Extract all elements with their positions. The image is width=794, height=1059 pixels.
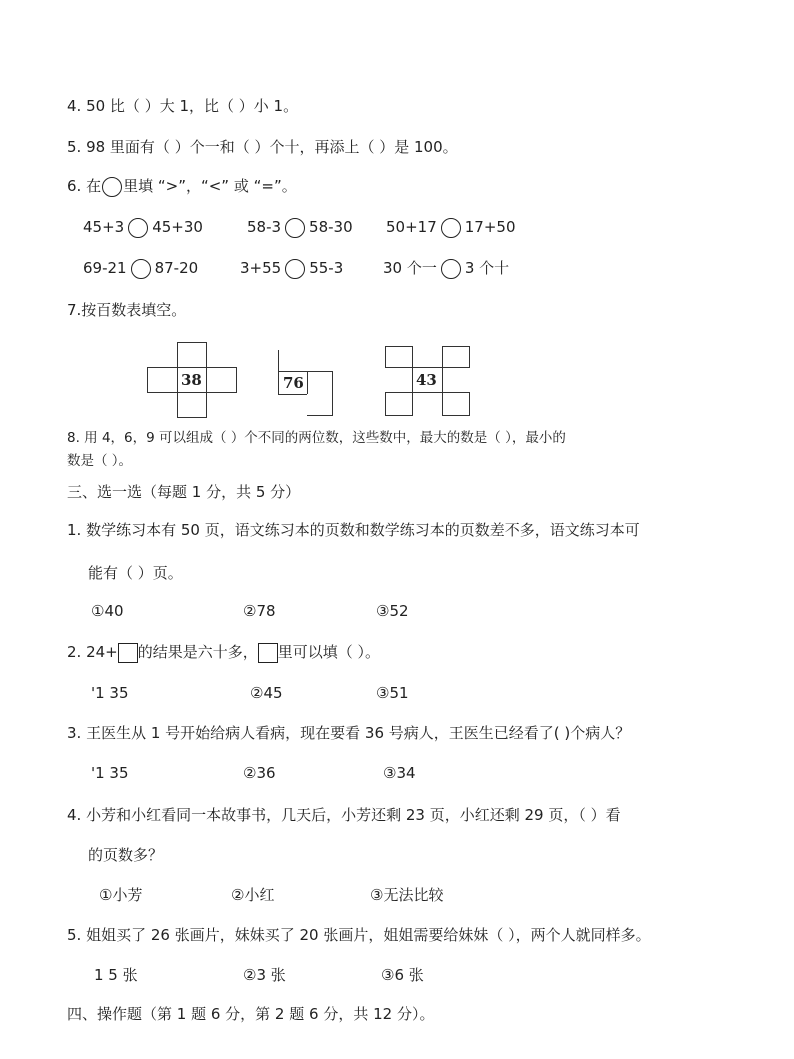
choice-q1-line2: 能有（ ）页。 xyxy=(88,564,183,582)
choice-option[interactable]: '1 35 xyxy=(91,764,129,782)
choice-q2 xyxy=(67,642,380,663)
compare-left: 69-21 xyxy=(83,259,127,277)
compare-right: 17+50 xyxy=(464,218,516,236)
grid-number: 43 xyxy=(416,371,437,389)
choice-q1-line1: 1. 数学练习本有 50 页，语文练习本的页数和数学练习本的页数差不多，语文练习本可 xyxy=(67,521,640,539)
choice-option[interactable]: ③无法比较 xyxy=(370,886,444,904)
choice-option[interactable]: ③51 xyxy=(376,684,409,702)
choice-q2-suffix: 里可以填（ ）。 xyxy=(277,643,381,661)
compare-item xyxy=(240,256,343,280)
blank-box[interactable] xyxy=(258,643,278,663)
compare-circle-input[interactable] xyxy=(285,259,305,279)
compare-left: 3+55 xyxy=(240,259,282,277)
compare-left: 30 个一 xyxy=(383,259,437,277)
grid-cell[interactable] xyxy=(206,367,237,393)
grid-cell[interactable] xyxy=(442,392,470,416)
grid-number: 76 xyxy=(283,374,304,392)
question-4: 4. 50 比（ ）大 1，比（ ）小 1。 xyxy=(67,97,299,115)
choice-q3: 3. 王医生从 1 号开始给病人看病，现在要看 36 号病人，王医生已经看了( )个病人？ xyxy=(67,724,631,742)
choice-option[interactable]: ②36 xyxy=(243,764,276,782)
compare-circle-input[interactable] xyxy=(131,259,151,279)
compare-item xyxy=(386,215,516,239)
question-8-line1: 8. 用 4，6，9 可以组成（ ）个不同的两位数，这些数中，最大的数是（ ），最小的 xyxy=(67,430,566,446)
compare-item xyxy=(383,256,509,280)
grid-cell[interactable] xyxy=(385,392,413,416)
grid-cell[interactable] xyxy=(385,346,413,368)
choice-q4-line1: 4. 小芳和小红看同一本故事书，几天后，小芳还剩 23 页，小红还剩 29 页，（ ）看 xyxy=(67,806,621,824)
compare-circle-input[interactable] xyxy=(441,218,461,238)
grid-cell[interactable] xyxy=(177,342,207,368)
grid-cell[interactable] xyxy=(147,367,178,393)
compare-item xyxy=(83,256,198,280)
section-3-title: 三、选一选（每题 1 分，共 5 分） xyxy=(67,483,301,501)
question-5: 5. 98 里面有（ ）个一和（ ）个十，再添上（ ）是 100。 xyxy=(67,138,458,156)
choice-option[interactable]: ②45 xyxy=(250,684,283,702)
choice-q4-line2: 的页数多？ xyxy=(88,846,164,864)
grid-cell[interactable] xyxy=(307,371,333,395)
compare-item xyxy=(247,215,353,239)
choice-option[interactable]: 1 5 张 xyxy=(94,966,138,984)
grid-cell[interactable] xyxy=(307,394,333,416)
question-6-suffix: 里填 “>”，“<” 或 “=”。 xyxy=(123,177,297,195)
question-6-heading xyxy=(67,176,297,197)
choice-option[interactable]: ③34 xyxy=(383,764,416,782)
grid-cell[interactable] xyxy=(177,392,207,418)
choice-option[interactable]: ②3 张 xyxy=(243,966,286,984)
question-6-prefix: 6. 在 xyxy=(67,177,102,195)
compare-left: 50+17 xyxy=(386,218,437,236)
section-4-title: 四、操作题（第 1 题 6 分，第 2 题 6 分，共 12 分）。 xyxy=(67,1005,435,1023)
question-7: 7.按百数表填空。 xyxy=(67,301,187,319)
choice-option[interactable]: ③6 张 xyxy=(381,966,424,984)
compare-right: 3 个十 xyxy=(464,259,510,277)
compare-item xyxy=(83,215,203,239)
compare-circle-input[interactable] xyxy=(441,259,461,279)
choice-option[interactable]: ②78 xyxy=(243,602,276,620)
choice-option[interactable]: ③52 xyxy=(376,602,409,620)
question-8-line2: 数是（ ）。 xyxy=(67,453,133,469)
choice-q2-mid: 的结果是六十多， xyxy=(137,643,258,661)
compare-right: 45+30 xyxy=(152,218,203,236)
choice-option[interactable]: ①小芳 xyxy=(99,886,143,904)
choice-option[interactable]: ①40 xyxy=(91,602,124,620)
blank-box[interactable] xyxy=(118,643,138,663)
compare-right: 55-3 xyxy=(309,259,344,277)
compare-right: 58-30 xyxy=(309,218,353,236)
choice-q5: 5. 姐姐买了 26 张画片，妹妹买了 20 张画片，姐姐需要给妹妹（ ），两个人就同样多。 xyxy=(67,926,651,944)
circle-icon xyxy=(102,177,122,197)
compare-left: 45+3 xyxy=(83,218,125,236)
grid-number: 38 xyxy=(181,371,202,389)
compare-left: 58-3 xyxy=(247,218,282,236)
grid-cell[interactable] xyxy=(278,350,308,372)
compare-circle-input[interactable] xyxy=(285,218,305,238)
choice-option[interactable]: '1 35 xyxy=(91,684,129,702)
compare-circle-input[interactable] xyxy=(128,218,148,238)
choice-option[interactable]: ②小红 xyxy=(231,886,275,904)
choice-q2-prefix: 2. 24+ xyxy=(67,643,118,661)
grid-cell[interactable] xyxy=(442,346,470,368)
compare-right: 87-20 xyxy=(154,259,199,277)
